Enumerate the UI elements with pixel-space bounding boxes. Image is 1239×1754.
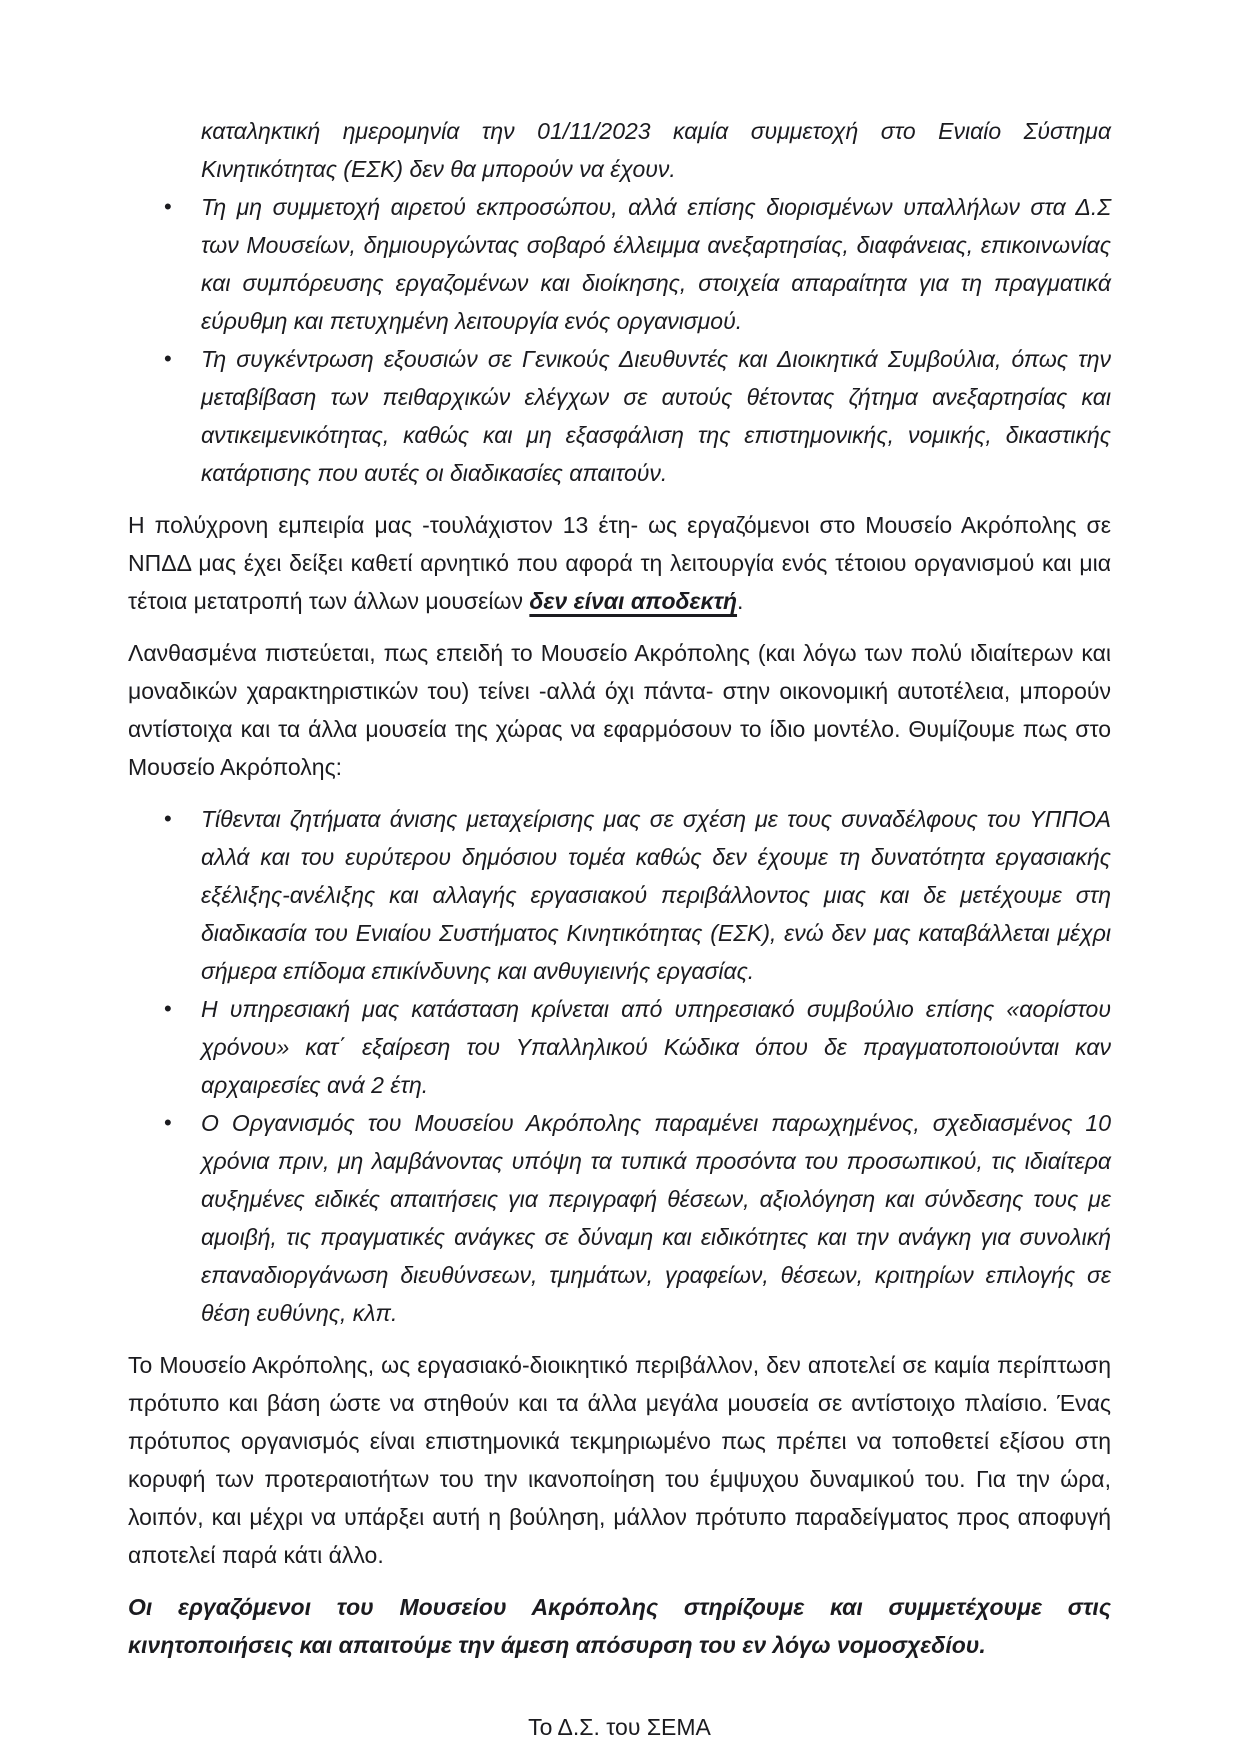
paragraph-experience-period: . — [737, 588, 744, 614]
emphasis-not-acceptable: δεν είναι αποδεκτή — [529, 588, 738, 614]
list-item: • Ο Οργανισμός του Μουσείου Ακρόπολης παραμένει παρωχημένος, σχεδιασμένος 10 χρόνια πριν, μη λαμβάνοντας υπόψη τα τυπικά προσόντα του προσωπικού, τις ιδιαίτερα αυξημένες ειδικές απαιτήσεις για περιγραφή θέσεων, αξιολόγηση και σύνδεσης τους με αμοιβή, τις πραγματικές ανάγκες σε δύναμη και ειδικότητες και την ανάγκη για συνολική επαναδιοργάνωση διευθύνσεων, τμημάτων, γραφείων, θέσεων, κριτηρίων επιλογής σε θέση ευθύνης, κλπ. — [128, 1104, 1111, 1332]
bullet-continuation-text: καταληκτική ημερομηνία την 01/11/2023 καμία συμμετοχή στο Ενιαίο Σύστημα Κινητικότητας (ΕΣΚ) δεν θα μπορούν να έχουν. — [201, 118, 1111, 182]
bullet-list-acropolis-issues — [128, 800, 1111, 1332]
paragraph-closing-statement: Οι εργαζόμενοι του Μουσείου Ακρόπολης στηρίζουμε και συμμετέχουμε στις κινητοποιήσεις και απαιτούμε την άμεση απόσυρση του εν λόγω νομοσχεδίου. — [128, 1594, 1111, 1658]
paragraph-mistaken-belief: Λανθασμένα πιστεύεται, πως επειδή το Μουσείο Ακρόπολης (και λόγω των πολύ ιδιαίτερων και μοναδικών χαρακτηριστικών του) τείνει -αλλά όχι πάντα- στην οικονομική αυτοτέλεια, μπορούν αντίστοιχα και τα άλλα μουσεία της χώρας να εφαρμόσουν το ίδιο μοντέλο. Θυμίζουμε πως στο Μουσείο Ακρόπολης: — [128, 640, 1111, 780]
paragraph-experience — [128, 506, 1111, 620]
paragraph-experience-text: Η πολύχρονη εμπειρία μας -τουλάχιστον 13 έτη- ως εργαζόμενοι στο Μουσείο Ακρόπολης σε ΝΠΔΔ μας έχει δείξει καθετί αρνητικό που αφορά τη λειτουργία ενός τέτοιου οργανισμού και μια τέτοια μετατροπή των άλλων μουσείων — [128, 512, 1111, 614]
paragraph-museum-environment: Το Μουσείο Ακρόπολης, ως εργασιακό-διοικητικό περιβάλλον, δεν αποτελεί σε καμία περίπτωση πρότυπο και βάση ώστε να στηθούν και τα άλλα μεγάλα μουσεία σε αντίστοιχο πλαίσιο. Ένας πρότυπος οργανισμός είναι επιστημονικά τεκμηριωμένο πως πρέπει να τοποθετεί εξίσου στη κορυφή των προτεραιοτήτων του την ικανοποίηση του έμψυχου δυναμικού του. Για την ώρα, λοιπόν, και μέχρι να υπάρξει αυτή η βούληση, μάλλον πρότυπο παραδείγματος προς αποφυγή αποτελεί παρά κάτι άλλο. — [128, 1352, 1111, 1568]
list-item: • Τη μη συμμετοχή αιρετού εκπροσώπου, αλλά επίσης διορισμένων υπαλλήλων στα Δ.Σ των Μουσείων, δημιουργώντας σοβαρό έλλειμμα ανεξαρτησίας, διαφάνειας, επικοινωνίας και συμπόρευσης εργαζομένων και διοίκησης, στοιχεία απαραίτητα για τη πραγματικά εύρυθμη και πετυχημένη λειτουργία ενός οργανισμού. — [128, 188, 1111, 340]
bullet-list-top — [128, 188, 1111, 492]
signature-line: Το Δ.Σ. του ΣΕΜΑ — [528, 1714, 711, 1740]
list-item: • Τη συγκέντρωση εξουσιών σε Γενικούς Διευθυντές και Διοικητικά Συμβούλια, όπως την μεταβίβαση των πειθαρχικών ελέγχων σε αυτούς θέτοντας ζήτημα ανεξαρτησίας και αντικειμενικότητας, καθώς και μη εξασφάλιση της επιστημονικής, νομικής, δικαστικής κατάρτισης που αυτές οι διαδικασίες απαιτούν. — [128, 340, 1111, 492]
list-item: • Τίθενται ζητήματα άνισης μεταχείρισης μας σε σχέση με τους συναδέλφους του ΥΠΠΟΑ αλλά και του ευρύτερου δημόσιου τομέα καθώς δεν έχουμε τη δυνατότητα εργασιακής εξέλιξης-ανέλιξης και αλλαγής εργασιακού περιβάλλοντος μιας και δε μετέχουμε στη διαδικασία του Ενιαίου Συστήματος Κινητικότητας (ΕΣΚ), ενώ δεν μας καταβάλλεται μέχρι σήμερα επίδομα επικίνδυνης και ανθυγιεινής εργασίας. — [128, 800, 1111, 990]
list-item: • Η υπηρεσιακή μας κατάσταση κρίνεται από υπηρεσιακό συμβούλιο επίσης «αορίστου χρόνου» κατ΄ εξαίρεση του Υπαλληλικού Κώδικα όπου δε πραγματοποιούνται καν αρχαιρεσίες ανά 2 έτη. — [128, 990, 1111, 1104]
